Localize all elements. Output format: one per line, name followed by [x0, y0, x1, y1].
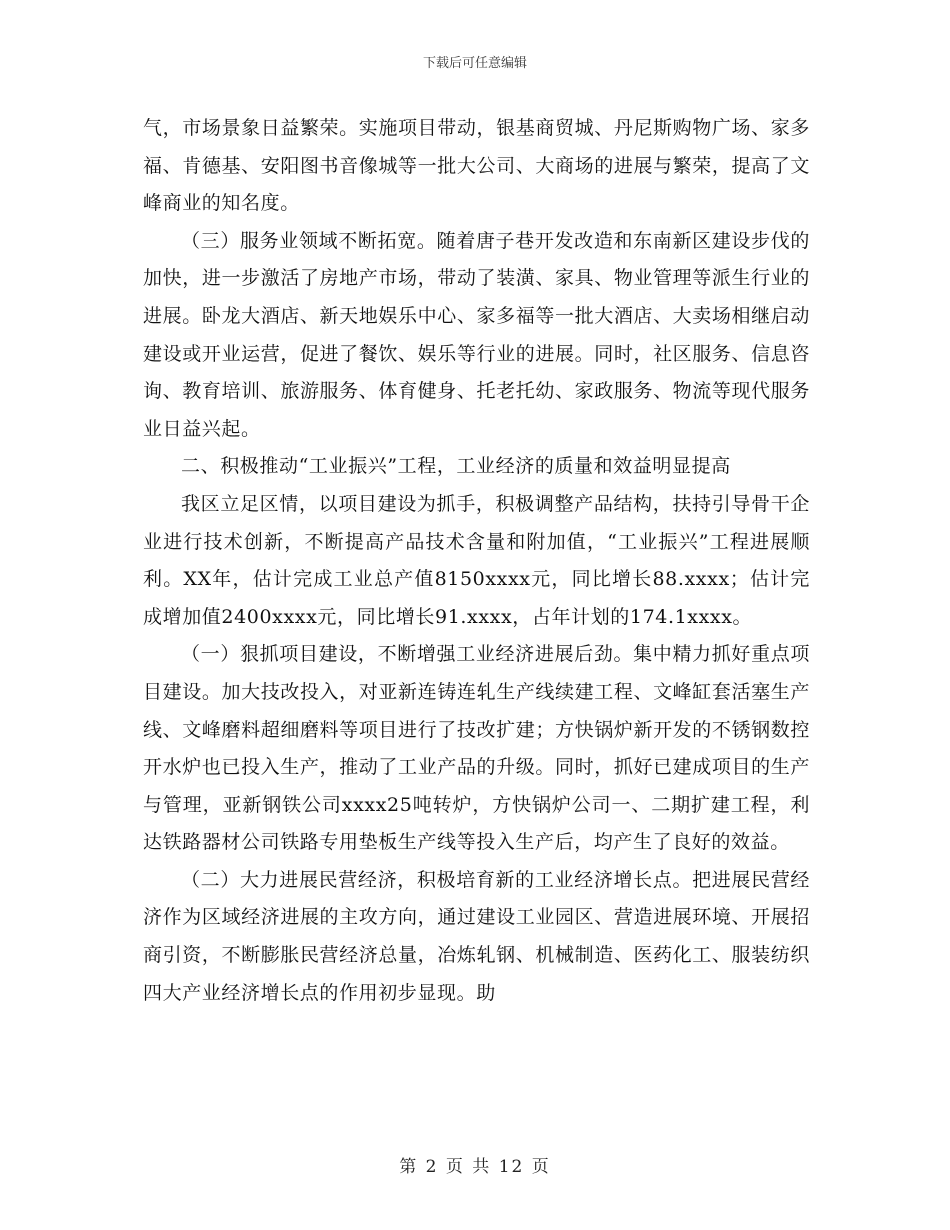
paragraph-industry-overview: 我区立足区情，以项目建设为抓手，积极调整产品结构，扶持引导骨干企业进行技术创新，不断提高产品技术含量和附加值，“工业振兴”工程进展顺利。XX年，估计完成工业总产值8150xxxx元，同比增长88.xxxx；估计完成增加值2400xxxx元，同比增长91.xxxx，占年计划的174.1xxxx。 [143, 492, 810, 628]
paragraph-project-construction: （一）狠抓项目建设，不断增强工业经济进展后劲。集中精力抓好重点项目建设。加大技改投入，对亚新连铸连轧生产线续建工程、文峰缸套活塞生产线、文峰磨料超细磨料等项目进行了技改扩建；方快锅炉新开发的不锈钢数控开水炉也已投入生产，推动了工业产品的升级。同时，抓好已建成项目的生产与管理，亚新钢铁公司xxxx25吨转炉，方快锅炉公司一、二期扩建工程，利达铁路器材公司铁路专用垫板生产线等投入生产后，均产生了良好的效益。 [143, 643, 810, 854]
page-header-note: 下载后可任意编辑 [422, 56, 527, 71]
document-body [143, 110, 810, 1012]
paragraph-continuation: 气，市场景象日益繁荣。实施项目带动，银基商贸城、丹尼斯购物广场、家多福、肯德基、安阳图书音像城等一批大公司、大商场的进展与繁荣，提高了文峰商业的知名度。 [143, 117, 810, 215]
section-heading-industry: 二、积极推动“工业振兴”工程，工业经济的质量和效益明显提高 [181, 455, 731, 478]
paragraph-private-economy: （二）大力进展民营经济，积极培育新的工业经济增长点。把进展民营经济作为区域经济进展的主攻方向，通过建设工业园区、营造进展环境、开展招商引资，不断膨胀民营经济总量，冶炼轧钢、机械制造、医药化工、服装纺织四大产业经济增长点的作用初步显现。助 [143, 868, 810, 1004]
paragraph-service-industry: （三）服务业领域不断拓宽。随着唐子巷开发改造和东南新区建设步伐的加快，进一步激活了房地产市场，带动了装潢、家具、物业管理等派生行业的进展。卧龙大酒店、新天地娱乐中心、家多福等一批大酒店、大卖场相继启动建设或开业运营，促进了餐饮、娱乐等行业的进展。同时，社区服务、信息咨询、教育培训、旅游服务、体育健身、托老托幼、家政服务、物流等现代服务业日益兴起。 [143, 229, 810, 440]
page-footer-number: 第 2 页 共 12 页 [399, 1157, 551, 1177]
